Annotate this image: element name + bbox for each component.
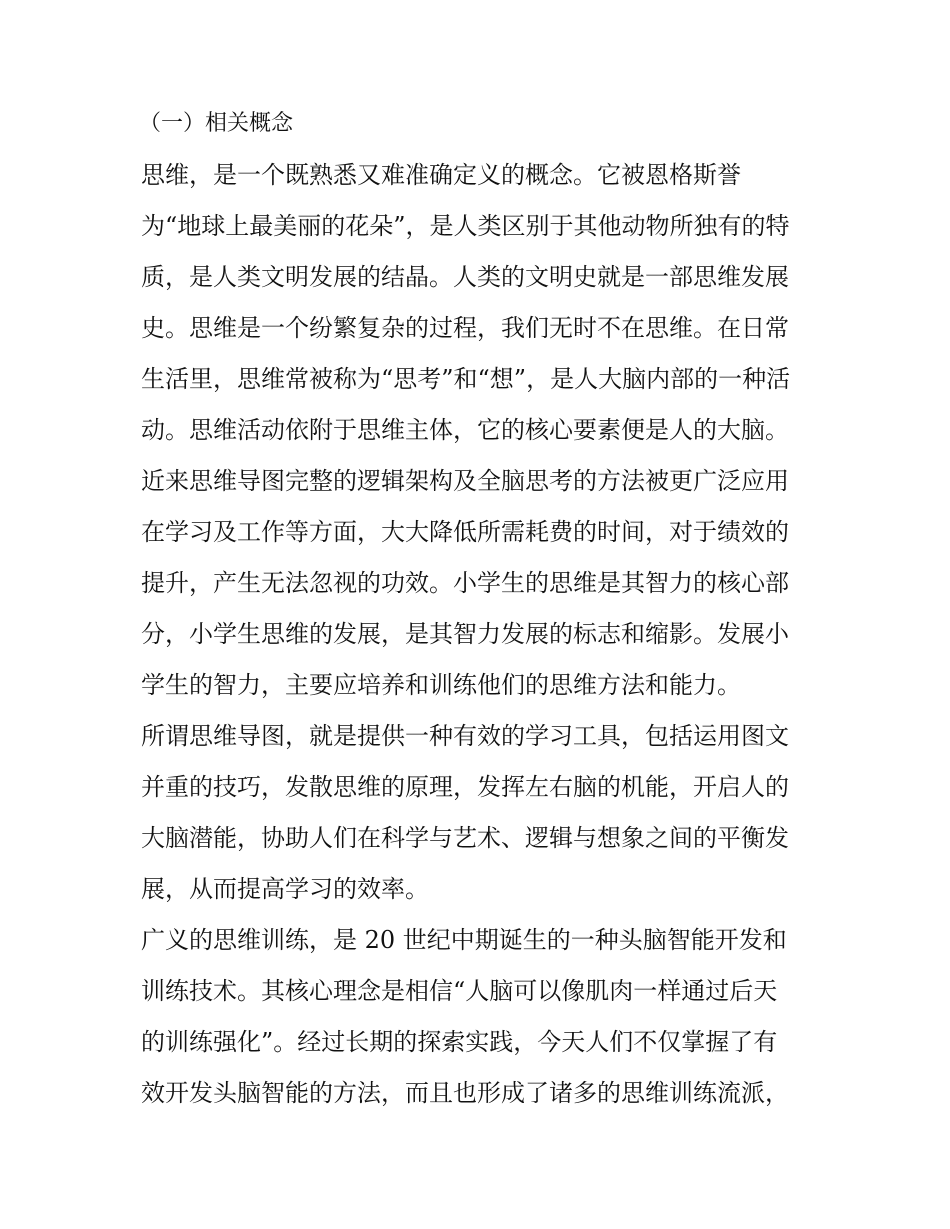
section-heading: （一）相关概念 <box>139 111 294 136</box>
text-line: 提升，产生无法忽视的功效。小学生的思维是其智力的核心部 <box>141 569 789 597</box>
text-line: 训练技术。其核心理念是相信“人脑可以像肌肉一样通过后天 <box>141 977 778 1005</box>
text-line: 史。思维是一个纷繁复杂的过程，我们无时不在思维。在日常 <box>141 314 789 342</box>
paragraph-definition-of-thinking <box>141 150 821 711</box>
text-line: 动。思维活动依附于思维主体，它的核心要素便是人的大脑。 <box>141 416 789 444</box>
text-line: 分，小学生思维的发展，是其智力发展的标志和缩影。发展小 <box>141 620 789 648</box>
text-line: 并重的技巧，发散思维的原理，发挥左右脑的机能，开启人的 <box>141 773 789 801</box>
text-line: 的训练强化”。经过长期的探索实践，今天人们不仅掌握了有 <box>141 1028 778 1056</box>
text-line: 思维，是一个既熟悉又难准确定义的概念。它被恩格斯誉 <box>141 161 741 189</box>
document-body <box>141 106 821 1119</box>
text-line: 所谓思维导图，就是提供一种有效的学习工具，包括运用图文 <box>141 722 789 750</box>
text-line: 大脑潜能，协助人们在科学与艺术、逻辑与想象之间的平衡发 <box>141 824 789 852</box>
paragraph-mind-map-definition <box>141 711 821 915</box>
text-line: 在学习及工作等方面，大大降低所需耗费的时间，对于绩效的 <box>141 518 789 546</box>
text-line: 学生的智力，主要应培养和训练他们的思维方法和能力。 <box>141 671 741 699</box>
text-line: 展，从而提高学习的效率。 <box>141 875 429 903</box>
text-line: 广义的思维训练，是 20 世纪中期诞生的一种头脑智能开发和 <box>141 926 787 954</box>
text-line: 生活里，思维常被称为“思考”和“想”，是人大脑内部的一种活 <box>141 365 791 393</box>
text-line: 质，是人类文明发展的结晶。人类的文明史就是一部思维发展 <box>141 263 789 291</box>
paragraph-thinking-training <box>141 915 821 1119</box>
text-line: 近来思维导图完整的逻辑架构及全脑思考的方法被更广泛应用 <box>141 467 789 495</box>
text-line: 效开发头脑智能的方法，而且也形成了诸多的思维训练流派， <box>141 1079 789 1107</box>
text-line: 为“地球上最美丽的花朵”，是人类区别于其他动物所独有的特 <box>141 212 790 240</box>
